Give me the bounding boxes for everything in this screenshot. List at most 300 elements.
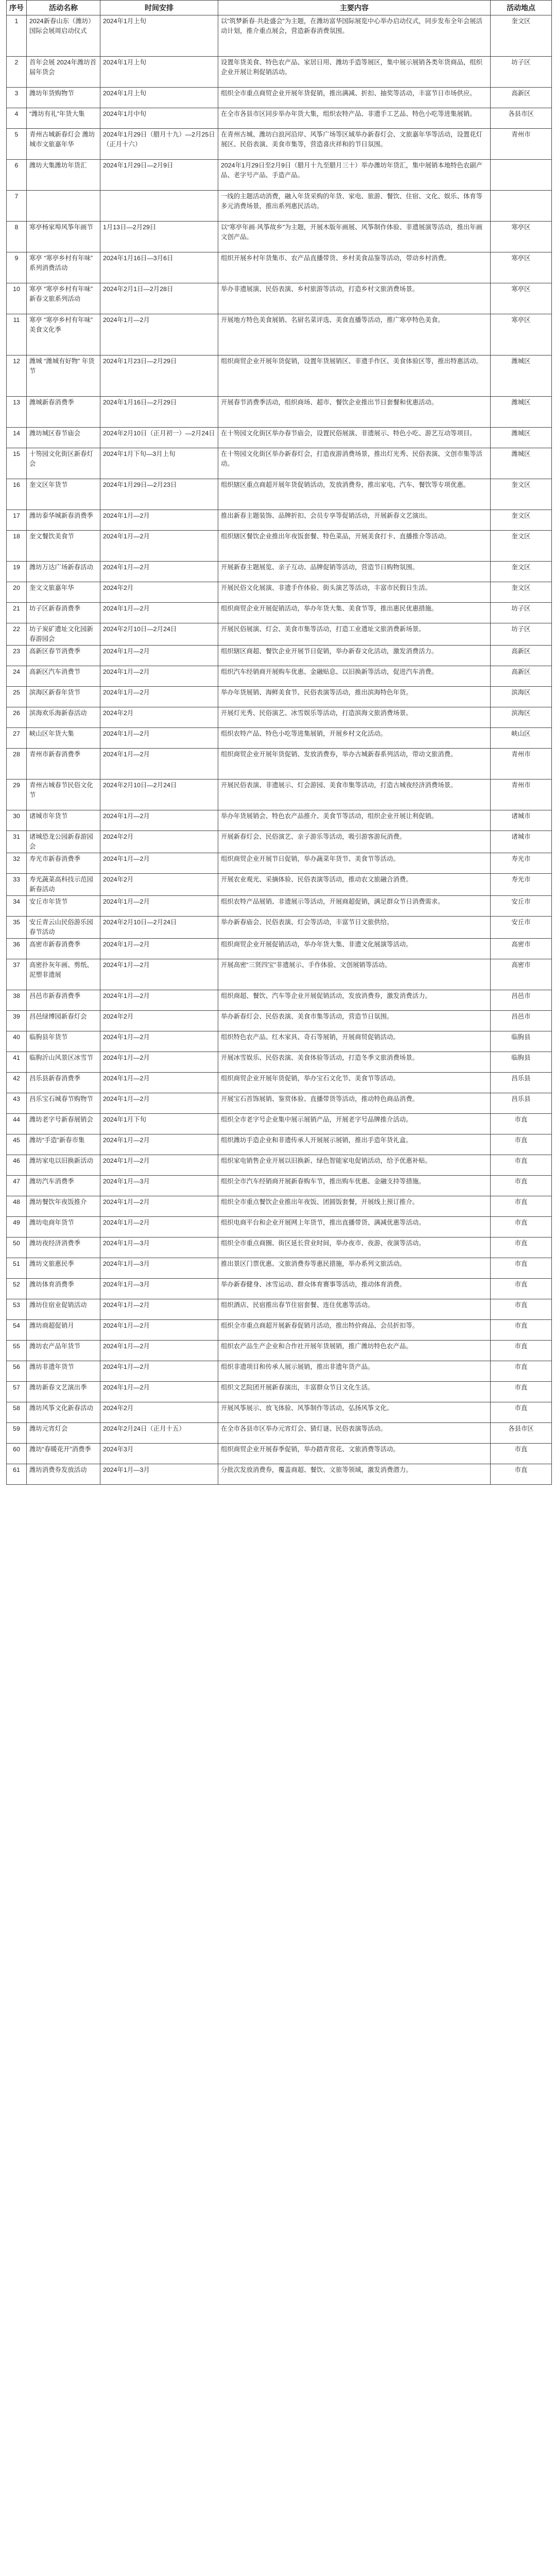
row-number: 14	[7, 428, 27, 448]
table-row	[7, 582, 552, 603]
activity-location: 诸城市	[491, 810, 552, 831]
table-row	[7, 252, 552, 283]
table-row	[7, 623, 552, 646]
activity-name: 潍城 “潍城有好物” 年货节	[27, 355, 100, 397]
table-row	[7, 1299, 552, 1320]
activity-location: 奎文区	[491, 510, 552, 531]
table-body	[7, 15, 552, 1485]
table-row	[7, 129, 552, 160]
activity-location: 寒亭区	[491, 252, 552, 283]
row-number: 5	[7, 129, 27, 160]
row-number: 42	[7, 1073, 27, 1093]
activity-time: 2024年1月—3月	[100, 1238, 218, 1258]
activity-name: 昌乐宝石城春节购物节	[27, 1093, 100, 1114]
activity-table	[6, 0, 552, 1485]
activity-content: 以“筑梦新春·共赴盛会”为主题，在潍坊富华国际展览中心举办启动仪式，同步发布全年会展活动计划，推介重点展会，营造新春消费氛围。	[218, 15, 491, 57]
activity-location: 各县市区	[491, 1423, 552, 1444]
table-row	[7, 1258, 552, 1279]
activity-location: 奎文区	[491, 562, 552, 582]
activity-location: 高密市	[491, 959, 552, 990]
activity-time: 2024年1月—2月	[100, 1361, 218, 1382]
activity-name: 奎文文旅嘉年华	[27, 582, 100, 603]
activity-location: 市直	[491, 1444, 552, 1464]
activity-name: 高密扑灰年画、剪纸、泥塑非遗展	[27, 959, 100, 990]
row-number: 61	[7, 1464, 27, 1485]
activity-location: 寿光市	[491, 853, 552, 874]
table-row	[7, 314, 552, 355]
activity-name: 潍坊文旅惠民季	[27, 1258, 100, 1279]
row-number: 26	[7, 707, 27, 728]
row-number: 11	[7, 314, 27, 355]
activity-location: 市直	[491, 1464, 552, 1485]
activity-name: 潍坊城区春节庙会	[27, 428, 100, 448]
table-row	[7, 108, 552, 129]
activity-content: 举办年货展销、海鲜美食节、民俗表演等活动，推出滨海特色年货。	[218, 687, 491, 707]
activity-location: 坊子区	[491, 603, 552, 623]
activity-location: 市直	[491, 1402, 552, 1423]
table-row	[7, 959, 552, 990]
activity-time: 2024年2月24日（正月十五）	[100, 1423, 218, 1444]
activity-content: 组织开展乡村年货集市、农产品直播带货、乡村美食品鉴等活动，带动乡村消费。	[218, 252, 491, 283]
activity-content: 举办新春健身、冰雪运动、群众体育赛事等活动，推动体育消费。	[218, 1279, 491, 1299]
row-number: 4	[7, 108, 27, 129]
activity-content: 组织农特产品、特色小吃等进集展销，开展乡村文化活动。	[218, 728, 491, 749]
table-row	[7, 810, 552, 831]
activity-name: 潍坊风筝文化新春活动	[27, 1402, 100, 1423]
activity-time: 2024年1月—2月	[100, 853, 218, 874]
activity-time: 2024年1月—2月	[100, 728, 218, 749]
activity-location: 临朐县	[491, 1031, 552, 1052]
activity-location: 奎文区	[491, 582, 552, 603]
table-row	[7, 428, 552, 448]
activity-content: 组织商贸企业开展年货促销、发放消费券，举办古城新春系列活动，带动文旅消费。	[218, 749, 491, 779]
activity-content: 组织潍坊手造企业和非遗传承人开展展示展销，推出手造年货礼盒。	[218, 1134, 491, 1155]
activity-location: 潍城区	[491, 355, 552, 397]
table-row	[7, 1052, 552, 1073]
table-row	[7, 1320, 552, 1341]
table-row	[7, 510, 552, 531]
activity-time: 2024年1月下旬	[100, 1114, 218, 1134]
activity-location: 诸城市	[491, 831, 552, 853]
row-number: 50	[7, 1238, 27, 1258]
table-row	[7, 1423, 552, 1444]
activity-name: 寒亭 “寒亭乡村有年味” 系列消费活动	[27, 252, 100, 283]
activity-content: 开展农业观光、采摘体验、民俗表演等活动，推动农文旅融合消费。	[218, 874, 491, 896]
row-number: 29	[7, 779, 27, 810]
row-number: 7	[7, 191, 27, 222]
activity-content: 组织农产品生产企业和合作社开展年货展销，推广潍坊特色农产品。	[218, 1341, 491, 1361]
row-number: 31	[7, 831, 27, 853]
activity-time: 2024年1月—2月	[100, 531, 218, 562]
activity-name: 首年会展 2024年潍坊首届年货会	[27, 57, 100, 88]
activity-time: 2024年2月	[100, 1011, 218, 1031]
activity-time: 2024年2月	[100, 707, 218, 728]
activity-name: 奎文餐饮美食节	[27, 531, 100, 562]
row-number: 8	[7, 222, 27, 252]
activity-time: 2024年1月—3月	[100, 1258, 218, 1279]
row-number: 19	[7, 562, 27, 582]
activity-content: 开展春节消费季活动，组织商场、超市、餐饮企业推出节日套餐和优惠活动。	[218, 397, 491, 428]
row-number: 18	[7, 531, 27, 562]
activity-location: 奎文区	[491, 531, 552, 562]
activity-name: 潍坊消费券发放活动	[27, 1464, 100, 1485]
row-number: 56	[7, 1361, 27, 1382]
activity-location: 坊子区	[491, 57, 552, 88]
activity-name: 青州古城新春灯会 潍坊城市文旅嘉年华	[27, 129, 100, 160]
table-row	[7, 562, 552, 582]
activity-time: 2024年1月—2月	[100, 939, 218, 959]
activity-location: 滨海区	[491, 687, 552, 707]
activity-time: 2024年1月—2月	[100, 1382, 218, 1402]
table-row	[7, 283, 552, 314]
row-number: 41	[7, 1052, 27, 1073]
activity-name	[27, 191, 100, 222]
activity-content: 组织全市老字号企业集中展示展销产品，开展老字号品牌推介活动。	[218, 1114, 491, 1134]
activity-location: 昌邑市	[491, 1011, 552, 1031]
table-row	[7, 1093, 552, 1114]
activity-name: 潍坊万达广场新春活动	[27, 562, 100, 582]
table-row	[7, 1134, 552, 1155]
activity-time	[100, 191, 218, 222]
activity-content: 开展新春主题展览、亲子互动、品牌促销等活动，营造节日购物氛围。	[218, 562, 491, 582]
table-row	[7, 874, 552, 896]
table-row	[7, 1114, 552, 1134]
activity-time: 2024年1月—2月	[100, 1320, 218, 1341]
activity-content: 组织辖区重点商超开展年货促销活动，发放消费券，推出家电、汽车、餐饮等专项优惠。	[218, 479, 491, 510]
activity-content: 推出新春主题装饰、品牌折扣、会员专享等促销活动，开展新春文艺演出。	[218, 510, 491, 531]
table-row	[7, 355, 552, 397]
row-number: 40	[7, 1031, 27, 1052]
activity-time: 2024年2月10日—2月24日	[100, 917, 218, 939]
row-number: 52	[7, 1279, 27, 1299]
activity-name: 昌邑绿博园新春灯会	[27, 1011, 100, 1031]
activity-content: 开展风筝展示、放飞体验、风筝制作等活动，弘扬风筝文化。	[218, 1402, 491, 1423]
header-location: 活动地点	[491, 1, 552, 15]
activity-content: 在全市各县市区举办元宵灯会、猜灯谜、民俗表演等活动。	[218, 1423, 491, 1444]
activity-name: 坊子区新春消费季	[27, 603, 100, 623]
activity-time: 2024年2月10日—2月24日	[100, 779, 218, 810]
row-number: 3	[7, 88, 27, 108]
activity-time: 2024年1月上旬	[100, 88, 218, 108]
activity-content: 组织全市重点商贸企业开展年货促销，推出满减、折扣、抽奖等活动，丰富节日市场供应。	[218, 88, 491, 108]
table-row	[7, 990, 552, 1011]
header-activity: 活动名称	[27, 1, 100, 15]
activity-time: 2024年1月—2月	[100, 1093, 218, 1114]
activity-content: 组织文艺院团开展新春演出，丰富群众节日文化生活。	[218, 1382, 491, 1402]
activity-name: 潍坊老字号新春展销会	[27, 1114, 100, 1134]
table-row	[7, 1361, 552, 1382]
activity-location: 市直	[491, 1279, 552, 1299]
activity-name: 潍坊年货购物节	[27, 88, 100, 108]
activity-time: 2024年2月	[100, 831, 218, 853]
table-row	[7, 1155, 552, 1176]
activity-content: 开展民俗展演、灯会、美食市集等活动，打造工业遗址文旅消费新场景。	[218, 623, 491, 646]
activity-name: 潍坊体育消费季	[27, 1279, 100, 1299]
activity-name: 寿光蔬菜高科技示范园新春活动	[27, 874, 100, 896]
activity-location: 坊子区	[491, 623, 552, 646]
activity-content: 组织家电销售企业开展以旧换新、绿色智能家电促销活动，给予优惠补贴。	[218, 1155, 491, 1176]
table-row	[7, 646, 552, 666]
activity-content: 以“寒亭年画·风筝故乡”为主题，开展木版年画展、风筝制作体验、非遗展演等活动，推出年画文创产品。	[218, 222, 491, 252]
row-number: 37	[7, 959, 27, 990]
activity-content: 推出景区门票优惠、文旅消费券等惠民措施，举办系列文旅活动。	[218, 1258, 491, 1279]
activity-time: 2024年1月—3月	[100, 1279, 218, 1299]
row-number: 43	[7, 1093, 27, 1114]
activity-content: 举办非遗展演、民俗表演、乡村旅游等活动，打造乡村文旅消费场景。	[218, 283, 491, 314]
table-row	[7, 728, 552, 749]
activity-name: 临朐县年货节	[27, 1031, 100, 1052]
activity-name: 奎文区年货节	[27, 479, 100, 510]
activity-location: 昌邑市	[491, 990, 552, 1011]
activity-location: 奎文区	[491, 479, 552, 510]
activity-time: 2024年1月—2月	[100, 1073, 218, 1093]
activity-name: 坊子炭矿遗址文化园新春游园会	[27, 623, 100, 646]
activity-content: 组织商贸企业开展促销活动，举办年货大集、美食节等，推出惠民优惠措施。	[218, 603, 491, 623]
activity-content: 组织商贸企业开展年货促销，设置年货展销区、非遗手作区、美食体验区等，推出特惠活动。	[218, 355, 491, 397]
row-number: 57	[7, 1382, 27, 1402]
activity-name: 昌邑市新春消费季	[27, 990, 100, 1011]
activity-name: 青州古城春节民俗文化节	[27, 779, 100, 810]
activity-location: 潍城区	[491, 397, 552, 428]
table-row	[7, 222, 552, 252]
activity-location: 潍城区	[491, 428, 552, 448]
activity-location: 寒亭区	[491, 283, 552, 314]
activity-location: 市直	[491, 1196, 552, 1217]
table-row	[7, 1073, 552, 1093]
activity-content: 组织非遗项目和传承人展示展销，推出非遗年货产品。	[218, 1361, 491, 1382]
activity-location: 市直	[491, 1320, 552, 1341]
table-row	[7, 749, 552, 779]
activity-content: 在十笏园文化街区举办春节庙会，设置民俗展演、非遗展示、特色小吃、游艺互动等项目。	[218, 428, 491, 448]
activity-location: 市直	[491, 1238, 552, 1258]
table-row	[7, 896, 552, 917]
activity-name: 寿光市新春消费季	[27, 853, 100, 874]
activity-time: 2024年1月23日—2月29日	[100, 355, 218, 397]
row-number: 33	[7, 874, 27, 896]
table-row	[7, 687, 552, 707]
activity-time: 2024年2月10日（正月初一）—2月24日	[100, 428, 218, 448]
activity-location: 寒亭区	[491, 314, 552, 355]
activity-location: 各县市区	[491, 108, 552, 129]
activity-time: 2024年1月—3月	[100, 1464, 218, 1485]
activity-time: 2024年1月29日—2月23日	[100, 479, 218, 510]
activity-time: 2024年1月中旬	[100, 108, 218, 129]
row-number: 30	[7, 810, 27, 831]
row-number: 55	[7, 1341, 27, 1361]
activity-location: 市直	[491, 1341, 552, 1361]
activity-content: 开展灯光秀、民俗演艺、冰雪娱乐等活动，打造滨海文旅消费场景。	[218, 707, 491, 728]
activity-name: 潍坊泰华城新春消费季	[27, 510, 100, 531]
activity-time: 2024年1月—2月	[100, 1052, 218, 1073]
row-number: 2	[7, 57, 27, 88]
activity-name: 高密市新春消费季	[27, 939, 100, 959]
activity-time: 2024年1月—2月	[100, 1155, 218, 1176]
activity-location: 高新区	[491, 666, 552, 687]
table-row	[7, 1196, 552, 1217]
activity-name: 滨海区新春年货节	[27, 687, 100, 707]
activity-name: 十笏园文化街区新春灯会	[27, 448, 100, 479]
activity-time: 2024年1月—2月	[100, 959, 218, 990]
row-number: 1	[7, 15, 27, 57]
activity-location: 市直	[491, 1382, 552, 1402]
table-row	[7, 1341, 552, 1361]
activity-time: 2024年1月—2月	[100, 1217, 218, 1238]
table-row	[7, 88, 552, 108]
activity-time: 2024年1月—2月	[100, 562, 218, 582]
table-row	[7, 1382, 552, 1402]
activity-name: 潍坊大集潍坊年货汇	[27, 160, 100, 191]
activity-location: 峡山区	[491, 728, 552, 749]
activity-location: 高新区	[491, 88, 552, 108]
activity-time: 2024年1月—2月	[100, 1196, 218, 1217]
activity-name: 滨海欢乐海新春活动	[27, 707, 100, 728]
row-number: 44	[7, 1114, 27, 1134]
activity-name: 潍坊非遗年货节	[27, 1361, 100, 1382]
table-row	[7, 15, 552, 57]
activity-location: 寿光市	[491, 874, 552, 896]
table-row	[7, 531, 552, 562]
table-row	[7, 1176, 552, 1196]
activity-content: 开展高密“三贤四宝”非遗展示、手作体验、文创展销等活动。	[218, 959, 491, 990]
row-number: 22	[7, 623, 27, 646]
activity-location	[491, 191, 552, 222]
activity-content: 2024年1月29日至2月9日（腊月十九至腊月三十）举办潍坊年货汇，集中展销本地特色农副产品、老字号产品、手造产品。	[218, 160, 491, 191]
activity-name: 潍坊“春暖花开”消费季	[27, 1444, 100, 1464]
table-row	[7, 779, 552, 810]
activity-location: 昌乐县	[491, 1073, 552, 1093]
table-row	[7, 707, 552, 728]
activity-name: 安丘青云山民俗游乐园春节活动	[27, 917, 100, 939]
table-row	[7, 603, 552, 623]
row-number: 21	[7, 603, 27, 623]
table-row	[7, 1279, 552, 1299]
row-number: 9	[7, 252, 27, 283]
activity-time: 2024年1月—2月	[100, 646, 218, 666]
table-row	[7, 448, 552, 479]
activity-time: 2024年1月29日（腊月十九）—2月25日（正月十六）	[100, 129, 218, 160]
activity-content: 在青州古城、潍坊白浪河沿岸、风筝广场等区域举办新春灯会、文旅嘉年华等活动，设置花灯展区、民俗表演、美食市集等，营造喜庆祥和的节日氛围。	[218, 129, 491, 160]
activity-name: 潍坊夜经济消费季	[27, 1238, 100, 1258]
activity-content: 开展宝石首饰展销、鉴赏体验、直播带货等活动，推动特色商品消费。	[218, 1093, 491, 1114]
row-number: 13	[7, 397, 27, 428]
table-row	[7, 853, 552, 874]
activity-content: 开展新春灯会、民俗演艺、亲子游乐等活动，吸引游客游玩消费。	[218, 831, 491, 853]
table-row	[7, 1011, 552, 1031]
activity-location: 高密市	[491, 939, 552, 959]
activity-time: 2024年1月—2月	[100, 1134, 218, 1155]
activity-time: 2024年1月—2月	[100, 314, 218, 355]
activity-name: 潍坊农产品年货节	[27, 1341, 100, 1361]
activity-location: 市直	[491, 1217, 552, 1238]
table-row	[7, 1402, 552, 1423]
activity-content: 组织全市重点商圈、街区延长营业时间，举办夜市、夜游、夜演等活动。	[218, 1238, 491, 1258]
activity-location: 青州市	[491, 779, 552, 810]
activity-time: 2024年1月—2月	[100, 990, 218, 1011]
activity-location: 市直	[491, 1258, 552, 1279]
row-number: 24	[7, 666, 27, 687]
activity-content: 组织辖区商超、餐饮企业开展节日促销，举办新春文化活动，激发消费活力。	[218, 646, 491, 666]
activity-name: 临朐沂山风景区冰雪节	[27, 1052, 100, 1073]
activity-time: 2024年1月上旬	[100, 57, 218, 88]
table-row	[7, 666, 552, 687]
table-row	[7, 1217, 552, 1238]
activity-time: 2024年2月	[100, 874, 218, 896]
activity-content: 开展民俗文化展演、非遗手作体验、街头演艺等活动，丰富市民假日生活。	[218, 582, 491, 603]
activity-name: 诸城市年货节	[27, 810, 100, 831]
row-number: 6	[7, 160, 27, 191]
activity-time: 2024年1月—2月	[100, 666, 218, 687]
activity-content: 组织全市重点餐饮企业推出年夜饭、团圆饭套餐，开展线上预订推介。	[218, 1196, 491, 1217]
activity-content: 组织特色农产品、红木家具、奇石等展销，开展商贸促销活动。	[218, 1031, 491, 1052]
activity-name: 昌乐县新春消费季	[27, 1073, 100, 1093]
row-number: 39	[7, 1011, 27, 1031]
activity-location: 寒亭区	[491, 222, 552, 252]
table-row	[7, 917, 552, 939]
activity-content: 组织商超、餐饮、汽车等企业开展促销活动，发放消费券，激发消费活力。	[218, 990, 491, 1011]
activity-location: 安丘市	[491, 896, 552, 917]
activity-location: 市直	[491, 1361, 552, 1382]
activity-content: 组织农特产品展销、非遗展示等活动，开展商超促销，满足群众节日消费需求。	[218, 896, 491, 917]
row-number: 49	[7, 1217, 27, 1238]
table-row	[7, 1464, 552, 1485]
activity-time: 2024年1月—2月	[100, 749, 218, 779]
activity-content: 组织全市重点商超开展新春促销月活动，推出特价商品、会员折扣等。	[218, 1320, 491, 1341]
activity-content: 组织酒店、民宿推出春节住宿套餐、连住优惠等活动。	[218, 1299, 491, 1320]
row-number: 16	[7, 479, 27, 510]
table-row	[7, 1238, 552, 1258]
activity-name: 寒亭 “寒亭乡村有年味” 美食文化季	[27, 314, 100, 355]
activity-name: 潍坊新春文艺演出季	[27, 1382, 100, 1402]
activity-name: 潍坊“手造”新春市集	[27, 1134, 100, 1155]
row-number: 32	[7, 853, 27, 874]
activity-content: 组织汽车经销商开展购车优惠、金融贴息、以旧换新等活动，促进汽车消费。	[218, 666, 491, 687]
activity-time: 2024年1月下旬—3月上旬	[100, 448, 218, 479]
row-number: 17	[7, 510, 27, 531]
row-number: 15	[7, 448, 27, 479]
activity-name: 峡山区年货大集	[27, 728, 100, 749]
row-number: 45	[7, 1134, 27, 1155]
activity-name: 潍坊住宿业促销活动	[27, 1299, 100, 1320]
activity-location	[491, 160, 552, 191]
activity-content: 开展地方特色美食展销、名厨名菜评选、美食直播等活动，推广寒亭特色美食。	[218, 314, 491, 355]
activity-location: 市直	[491, 1134, 552, 1155]
activity-name: 潍坊餐饮年夜饭推介	[27, 1196, 100, 1217]
activity-name: 高新区汽车消费节	[27, 666, 100, 687]
activity-name: 潍坊元宵灯会	[27, 1423, 100, 1444]
activity-content: 举办新春灯会、民俗表演、美食市集等活动，营造节日氛围。	[218, 1011, 491, 1031]
activity-time: 1月13日—2月29日	[100, 222, 218, 252]
header-content: 主要内容	[218, 1, 491, 15]
activity-content: 组织商贸企业开展年货促销，举办宝石文化节、美食节等活动。	[218, 1073, 491, 1093]
row-number: 58	[7, 1402, 27, 1423]
activity-location: 青州市	[491, 749, 552, 779]
activity-time: 2024年1月上旬	[100, 15, 218, 57]
activity-time: 2024年1月29日—2月9日	[100, 160, 218, 191]
row-number: 47	[7, 1176, 27, 1196]
activity-content: 一线的主题活动消费，融入年货采购的年货、家电、旅游、餐饮、住宿、文化、娱乐、体育等多元消费场景，推出系列惠民活动。	[218, 191, 491, 222]
activity-location: 市直	[491, 1155, 552, 1176]
activity-name: 青州市新春消费季	[27, 749, 100, 779]
activity-name: 诸城恐龙公园新春游园会	[27, 831, 100, 853]
activity-time: 2024年2月1日—2月28日	[100, 283, 218, 314]
row-number: 25	[7, 687, 27, 707]
row-number: 48	[7, 1196, 27, 1217]
table-row	[7, 191, 552, 222]
activity-location: 滨海区	[491, 707, 552, 728]
activity-content: 组织电商平台和企业开展网上年货节，推出直播带货、满减优惠等活动。	[218, 1217, 491, 1238]
row-number: 34	[7, 896, 27, 917]
row-number: 28	[7, 749, 27, 779]
